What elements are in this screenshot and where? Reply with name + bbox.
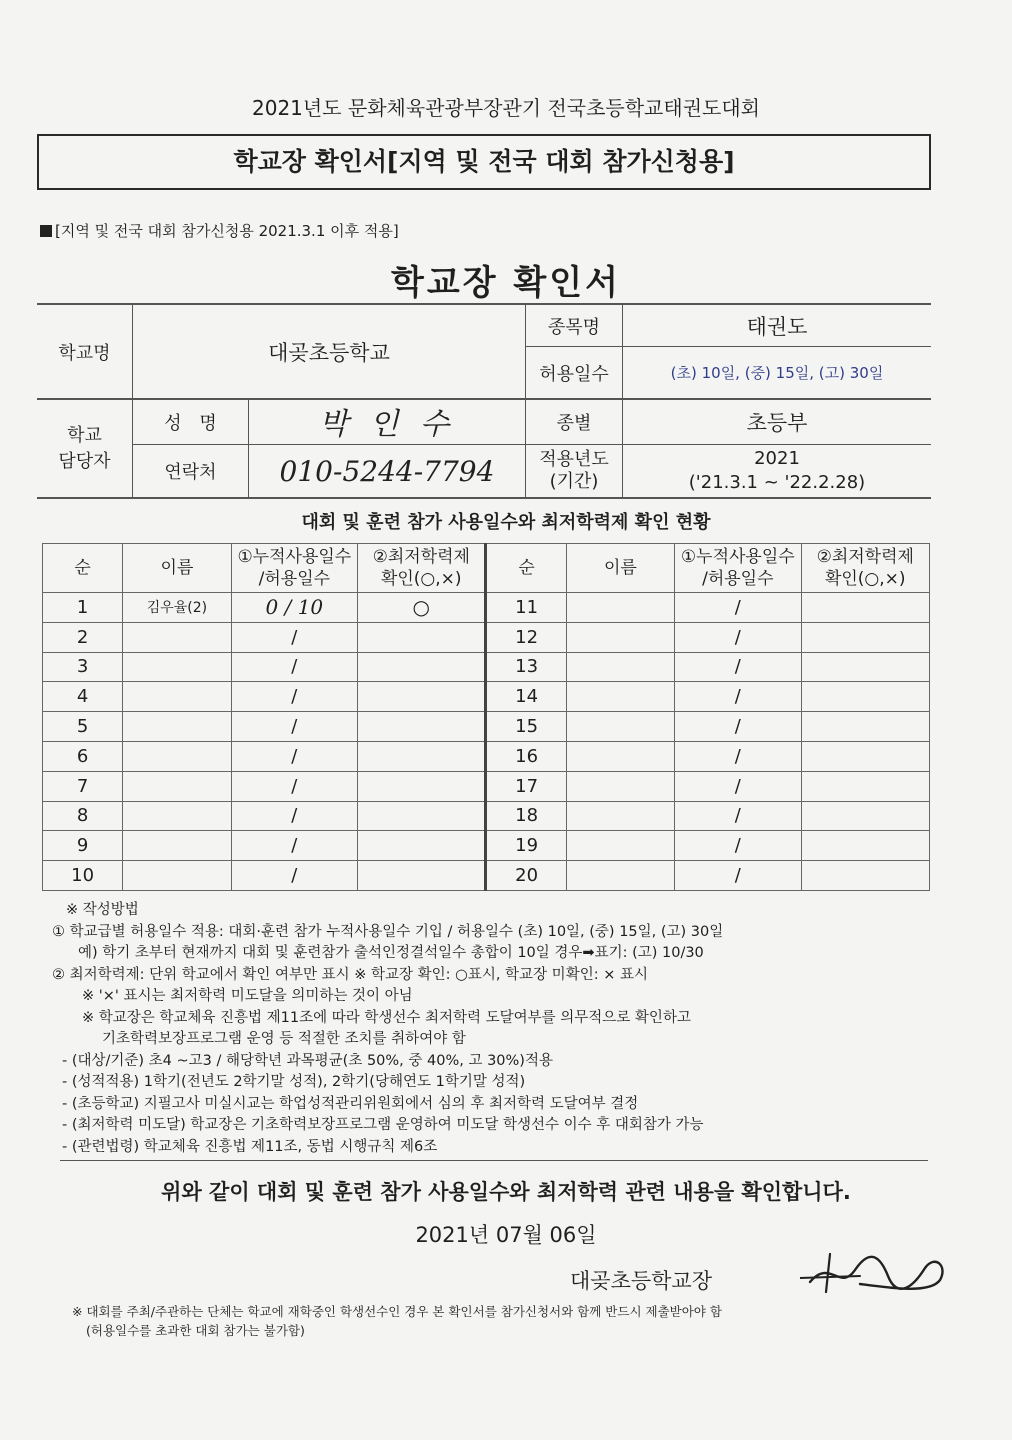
- name-cell: [123, 771, 231, 801]
- footnote-line1: ※ 대회를 주최/주관하는 단체는 학교에 재학중인 학생선수인 경우 본 확인서를 참가신청서와 함께 반드시 제출받아야 함: [72, 1304, 722, 1319]
- name-cell: [566, 741, 674, 771]
- sport-label: 종목명: [547, 316, 601, 338]
- header-min: [358, 544, 486, 593]
- principal-signature: [800, 1248, 950, 1298]
- name-label: 성 명: [164, 413, 217, 434]
- name-cell: [123, 712, 231, 742]
- info-bottom-line: [37, 497, 931, 499]
- instruction-line: ② 최저학력제: 단위 학교에서 확인 여부만 표시 ※ 학교장 확인: ○표시, 학교장 미확인: × 표시: [52, 966, 648, 983]
- seq-cell: 12: [486, 622, 566, 652]
- min-cell: [358, 682, 486, 712]
- year-value-line1: 2021: [754, 448, 800, 469]
- header-min-line1: ②최저학력제: [372, 547, 470, 567]
- min-cell: [801, 593, 929, 623]
- table-header-row: [43, 544, 930, 593]
- apply-note-text: [지역 및 전국 대회 참가신청용 2021.3.1 이후 적용]: [55, 222, 399, 240]
- use-cell: /: [675, 741, 801, 771]
- name-cell: 김우율(2): [123, 593, 231, 623]
- seq-cell: 20: [486, 861, 566, 891]
- use-cell: /: [231, 622, 357, 652]
- name-cell: [123, 741, 231, 771]
- min-cell: [801, 801, 929, 831]
- table-row: [43, 771, 930, 801]
- seq-cell: 11: [486, 593, 566, 623]
- table-row: [43, 593, 930, 623]
- use-cell: /: [675, 831, 801, 861]
- issue-date: 2021년 07월 06일: [415, 1223, 597, 1247]
- table-row: [43, 861, 930, 891]
- header-use-line1: ①누적사용일수: [237, 547, 352, 567]
- use-cell: /: [675, 593, 801, 623]
- use-cell: /: [231, 652, 357, 682]
- year-value: [623, 445, 931, 497]
- seq-cell: 1: [43, 593, 123, 623]
- header-use-right: [675, 544, 801, 593]
- footnote-line2: (허용일수를 초과한 대회 참가는 불가함): [86, 1323, 305, 1338]
- event-title: 2021년도 문화체육관광부장관기 전국초등학교태권도대회: [252, 96, 760, 120]
- name-cell: [566, 861, 674, 891]
- name-cell: [123, 682, 231, 712]
- footnote: [72, 1302, 722, 1340]
- seq-cell: 10: [43, 861, 123, 891]
- use-cell: /: [675, 652, 801, 682]
- min-cell: [801, 682, 929, 712]
- min-cell: [801, 622, 929, 652]
- header-name-right: 이름: [566, 544, 674, 593]
- min-cell: [358, 801, 486, 831]
- principal-title: 대곶초등학교장: [570, 1269, 713, 1293]
- name-cell: [566, 831, 674, 861]
- table-row: [43, 831, 930, 861]
- year-label-line2: (기간): [549, 471, 599, 492]
- use-cell: /: [675, 771, 801, 801]
- boxed-title: 학교장 확인서[지역 및 전국 대회 참가신청용]: [37, 134, 931, 190]
- header-use-right-line1: ①누적사용일수: [680, 547, 795, 567]
- section-title: 대회 및 훈련 참가 사용일수와 최저학력제 확인 현황: [301, 512, 711, 533]
- seq-cell: 18: [486, 801, 566, 831]
- min-cell: [358, 831, 486, 861]
- apply-note: [40, 220, 399, 241]
- table-row: [43, 682, 930, 712]
- use-cell: /: [675, 682, 801, 712]
- year-label-line1: 적용년도: [539, 449, 609, 470]
- seq-cell: 19: [486, 831, 566, 861]
- name-cell: [123, 861, 231, 891]
- instruction-line: 예) 학기 초부터 현재까지 대회 및 훈련참가 출석인정결석일수 총합이 10일 경우➡표기: (고) 10/30: [78, 945, 704, 961]
- name-cell: [566, 652, 674, 682]
- instruction-line: ※ 학교장은 학교체육 진흥법 제11조에 따라 학생선수 최저학력 도달여부를 의무적으로 확인하고: [82, 1009, 691, 1026]
- participation-table: [42, 543, 930, 891]
- name-cell: [566, 771, 674, 801]
- header-seq-right: 순: [486, 544, 566, 593]
- instruction-line: ※ '×' 표시는 최저학력 미도달을 의미하는 것이 아님: [82, 988, 413, 1004]
- min-cell: [801, 712, 929, 742]
- contact-label: 연락처: [164, 462, 217, 483]
- table-row: [43, 652, 930, 682]
- use-cell: /: [231, 801, 357, 831]
- name-cell: [123, 622, 231, 652]
- header-min-right-line2: 확인(○,×): [824, 569, 906, 589]
- seq-cell: 5: [43, 712, 123, 742]
- seq-cell: 9: [43, 831, 123, 861]
- header-use: [231, 544, 357, 593]
- min-cell: [358, 622, 486, 652]
- table-row: [43, 741, 930, 771]
- name-cell: [566, 712, 674, 742]
- main-title: 학교장 확인서: [391, 263, 621, 303]
- seq-cell: 15: [486, 712, 566, 742]
- instructions: [52, 900, 952, 1158]
- use-cell: /: [231, 741, 357, 771]
- contact-value-handwritten: 010-5244-7794: [279, 454, 495, 488]
- sport-value: 태권도: [746, 314, 808, 339]
- confirm-statement: 위와 같이 대회 및 훈련 참가 사용일수와 최저학력 관련 내용을 확인합니다.: [161, 1180, 851, 1204]
- use-cell: /: [231, 712, 357, 742]
- seq-cell: 16: [486, 741, 566, 771]
- use-cell: /: [675, 861, 801, 891]
- instruction-line: ① 학교급별 허용일수 적용: 대회·훈련 참가 누적사용일수 기입 / 허용일수 (초) 10일, (중) 15일, (고) 30일: [52, 923, 724, 940]
- instructions-heading: ※ 작성방법: [66, 902, 139, 918]
- min-cell: [358, 771, 486, 801]
- use-cell: /: [231, 861, 357, 891]
- seq-cell: 17: [486, 771, 566, 801]
- year-value-line2: ('21.3.1 ~ '22.2.28): [688, 472, 866, 493]
- instruction-line: - (최저학력 미도달) 학교장은 기초학력보장프로그램 운영하여 미도달 학생선수 이수 후 대회참가 가능: [62, 1117, 704, 1133]
- seq-cell: 3: [43, 652, 123, 682]
- header-min-line2: 확인(○,×): [380, 569, 462, 589]
- division-value: 초등부: [746, 411, 808, 435]
- min-cell: [801, 861, 929, 891]
- staff-label: [37, 400, 132, 497]
- name-cell: [123, 801, 231, 831]
- min-cell: [801, 771, 929, 801]
- name-cell: [566, 622, 674, 652]
- table-row: [43, 801, 930, 831]
- seq-cell: 6: [43, 741, 123, 771]
- use-cell: /: [675, 801, 801, 831]
- year-label: [526, 445, 622, 497]
- allowed-days-label: 허용일수: [539, 363, 609, 385]
- use-cell: /: [675, 712, 801, 742]
- header-min-right-line1: ②최저학력제: [816, 547, 914, 567]
- square-bullet-icon: [40, 225, 52, 237]
- seq-cell: 8: [43, 801, 123, 831]
- name-cell: [566, 801, 674, 831]
- use-cell: /: [675, 622, 801, 652]
- header-seq: 순: [43, 544, 123, 593]
- use-cell: /: [231, 831, 357, 861]
- use-cell: /: [231, 771, 357, 801]
- instruction-line: - (대상/기준) 초4 ~고3 / 해당학년 과목평균(초 50%, 중 40%, 고 30%)적용: [62, 1052, 553, 1069]
- divider: [60, 1160, 928, 1161]
- instruction-line: - (초등학교) 지필고사 미실시교는 학업성적관리위원회에서 심의 후 최저학력 도달여부 결정: [62, 1095, 639, 1112]
- min-cell: [801, 652, 929, 682]
- seq-cell: 14: [486, 682, 566, 712]
- name-cell: [123, 831, 231, 861]
- header-min-right: [801, 544, 929, 593]
- min-cell: [358, 741, 486, 771]
- name-cell: [566, 593, 674, 623]
- name-cell: [566, 682, 674, 712]
- name-value-handwritten: 박 인 수: [318, 407, 455, 442]
- division-label: 종별: [556, 413, 592, 434]
- min-cell: [801, 741, 929, 771]
- min-cell: [358, 652, 486, 682]
- table-row: [43, 712, 930, 742]
- seq-cell: 7: [43, 771, 123, 801]
- staff-label-line2: 담당자: [58, 450, 111, 472]
- use-cell: /: [231, 682, 357, 712]
- use-cell: 0 / 10: [231, 593, 357, 623]
- name-cell: [123, 652, 231, 682]
- min-cell: [358, 861, 486, 891]
- school-value: 대곶초등학교: [268, 340, 390, 365]
- header-name: 이름: [123, 544, 231, 593]
- instruction-line: - (관련법령) 학교체육 진흥법 제11조, 동법 시행규칙 제6조: [62, 1138, 438, 1155]
- min-cell: [358, 712, 486, 742]
- table-row: [43, 622, 930, 652]
- min-cell: [801, 831, 929, 861]
- instruction-line: 기초학력보장프로그램 운영 등 적절한 조치를 취하여야 함: [102, 1031, 466, 1047]
- staff-label-line1: 학교: [67, 424, 102, 446]
- school-label: 학교명: [58, 342, 111, 364]
- seq-cell: 13: [486, 652, 566, 682]
- instruction-line: - (성적적용) 1학기(전년도 2학기말 성적), 2학기(당해연도 1학기말 성적): [62, 1074, 526, 1090]
- header-use-right-line2: /허용일수: [702, 569, 774, 589]
- seq-cell: 4: [43, 682, 123, 712]
- seq-cell: 2: [43, 622, 123, 652]
- allowed-days-value: (초) 10일, (중) 15일, (고) 30일: [670, 364, 884, 382]
- header-use-line2: /허용일수: [258, 569, 331, 589]
- min-cell: ○: [358, 593, 486, 623]
